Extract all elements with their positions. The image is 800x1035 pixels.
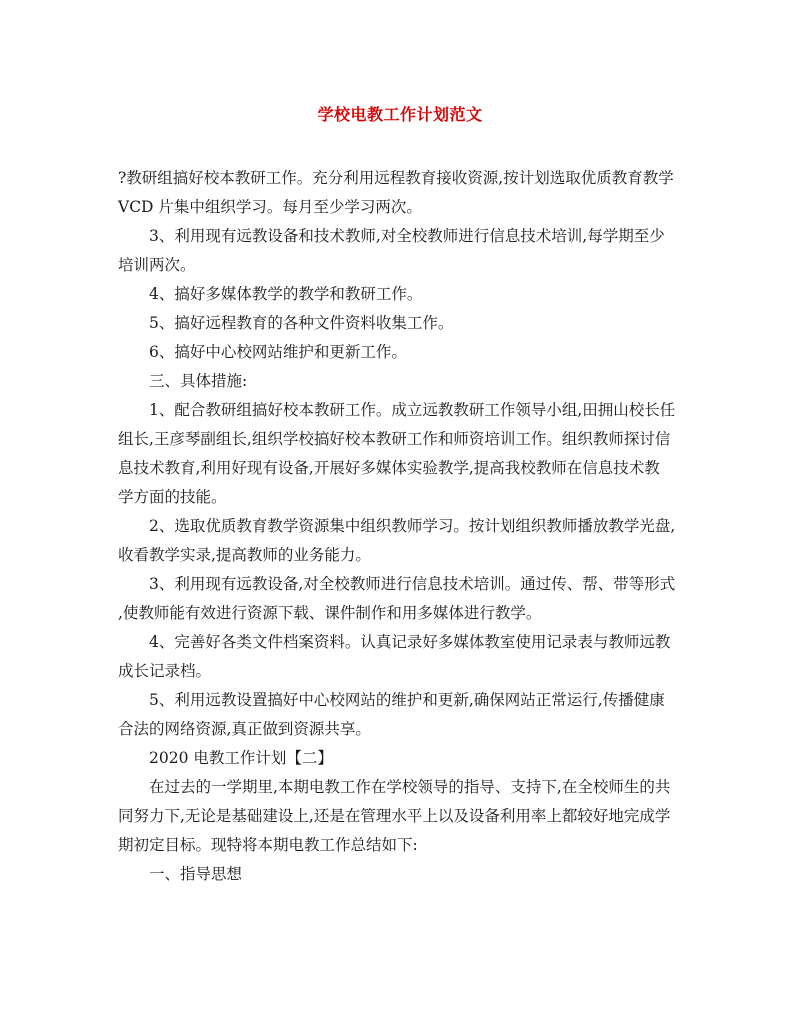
paragraph-line: 收看教学实录,提高教师的业务能力。 — [118, 546, 371, 564]
paragraph-line: 三、具体措施: — [149, 372, 248, 390]
paragraph-line: 4、搞好多媒体教学的教学和教研工作。 — [149, 285, 423, 303]
document-paragraph — [118, 773, 688, 860]
paragraph-line: 培训两次。 — [118, 256, 196, 274]
paragraph-line: 4、完善好各类文件档案资料。认真记录好多媒体教室使用记录表与教师远教 — [149, 633, 671, 651]
paragraph-line: 3、利用现有远教设备和技术教师,对全校教师进行信息技术培训,每学期至少 — [149, 227, 665, 245]
document-paragraph — [118, 164, 688, 222]
paragraph-line: 5、利用远教设置搞好中心校网站的维护和更新,确保网站正常运行,传播健康 — [149, 691, 665, 709]
document-paragraph — [118, 686, 688, 744]
paragraph-line: 期初定目标。现特将本期电教工作总结如下: — [118, 836, 418, 854]
document-paragraph — [118, 628, 688, 686]
document-paragraph — [118, 396, 688, 512]
paragraph-line: 1、配合教研组搞好校本教研工作。成立远教教研工作领导小组,田拥山校长任 — [149, 401, 676, 419]
paragraph-line: ,使教师能有效进行资源下载、课件制作和用多媒体进行教学。 — [118, 604, 542, 622]
document-paragraph — [118, 570, 688, 628]
paragraph-line: 在过去的一学期里,本期电教工作在学校领导的指导、支持下,在全校师生的共 — [149, 778, 671, 796]
paragraph-line: 3、利用现有远教设备,对全校教师进行信息技术培训。通过传、帮、带等形式 — [149, 575, 676, 593]
paragraph-line: 6、搞好中心校网站维护和更新工作。 — [149, 343, 407, 361]
document-body — [118, 164, 688, 889]
paragraph-line: 2020 电教工作计划【二】 — [149, 749, 333, 767]
paragraph-line: 息技术教育,利用好现有设备,开展好多媒体实验教学,提高我校教师在信息技术教 — [118, 459, 660, 477]
paragraph-line: 2、选取优质教育教学资源集中组织教师学习。按计划组织教师播放教学光盘, — [149, 517, 676, 535]
paragraph-line: 一、指导思想 — [149, 865, 243, 883]
document-paragraph — [118, 222, 688, 280]
paragraph-line: 合法的网络资源,真正做到资源共享。 — [118, 720, 371, 738]
document-paragraph — [118, 512, 688, 570]
document-paragraph — [118, 309, 688, 338]
document-title: 学校电教工作计划范文 — [317, 105, 483, 124]
document-paragraph — [118, 338, 688, 367]
document-paragraph — [118, 367, 688, 396]
document-paragraph — [118, 280, 688, 309]
paragraph-line: 5、搞好远程教育的各种文件资料收集工作。 — [149, 314, 454, 332]
document-paragraph — [118, 860, 688, 889]
paragraph-line: VCD 片集中组织学习。每月至少学习两次。 — [118, 198, 422, 216]
paragraph-line: ?教研组搞好校本教研工作。充分利用远程教育接收资源,按计划选取优质教育教学 — [118, 169, 674, 187]
document-paragraph — [118, 744, 688, 773]
paragraph-line: 学方面的技能。 — [118, 488, 227, 506]
paragraph-line: 组长,王彦琴副组长,组织学校搞好校本教研工作和师资培训工作。组织教师探讨信 — [118, 430, 671, 448]
paragraph-line: 成长记录档。 — [118, 662, 212, 680]
paragraph-line: 同努力下,无论是基础建设上,还是在管理水平上以及设备利用率上都较好地完成学 — [118, 807, 671, 825]
